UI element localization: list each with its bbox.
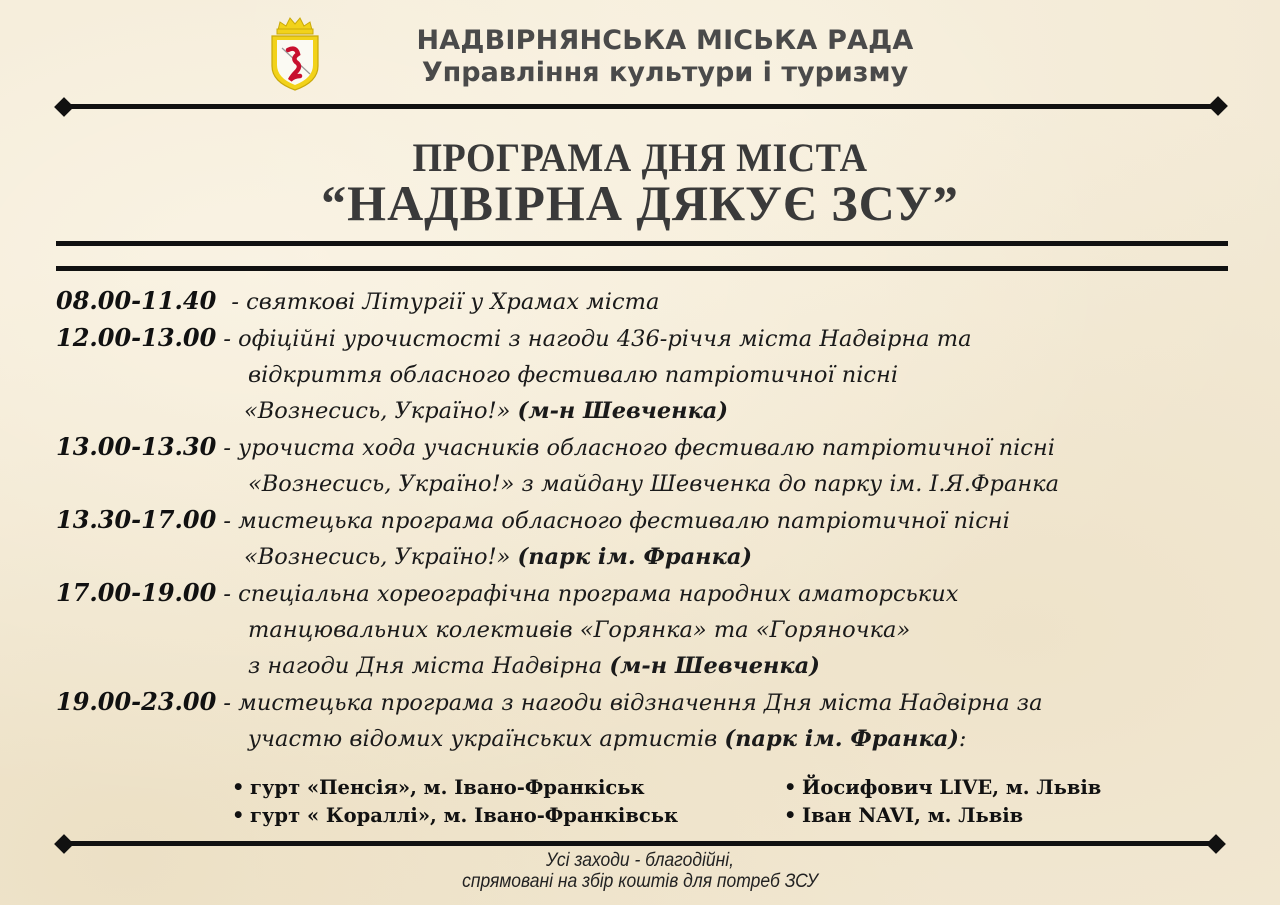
schedule-description: - офіційні урочистості з нагоди 436-річчя міста Надвірна та (223, 326, 972, 352)
artist-item (784, 774, 1101, 802)
divider-title-upper (56, 241, 1228, 246)
divider-title-lower (56, 266, 1228, 271)
schedule-item (56, 283, 1226, 320)
schedule-item (56, 429, 1226, 502)
schedule-description: - мистецька програма обласного фестивалю патріотичної пісні (223, 508, 1010, 534)
schedule-time: 13.00-13.30 (56, 432, 217, 461)
diamond-ornament (1208, 96, 1228, 116)
artists-left-column (232, 774, 678, 830)
divider-top (66, 104, 1218, 109)
schedule-item (56, 575, 1226, 684)
schedule-description: танцювальних колективів «Горянка» та «Горяночка» (248, 617, 911, 643)
artist-name: гурт « Кораллі», м. Івано-Франківськ (250, 804, 679, 827)
artist-name: Іван NAVI, м. Львів (802, 804, 1024, 827)
venue-label: (парк ім. Франка) (724, 726, 959, 752)
divider-bottom (66, 841, 1216, 846)
footer-line-1: Усі заходи - благодійні, (546, 850, 734, 871)
council-name: НАДВІРНЯНСЬКА МІСЬКА РАДА (416, 25, 914, 56)
schedule-time: 08.00-11.40 (56, 286, 217, 315)
department-name: Управління культури і туризму (421, 57, 909, 88)
footer-line-2: спрямовані на збір коштів для потреб ЗСУ (462, 871, 818, 892)
bullet-icon: • (784, 804, 797, 827)
schedule-description: «Вознесись, Україно!» (244, 398, 518, 424)
artists-right-column (784, 774, 1101, 830)
venue-label: (парк ім. Франка) (517, 544, 753, 570)
artist-name: Йосифович LIVE, м. Львів (802, 776, 1102, 799)
schedule-description: відкриття обласного фестивалю патріотичної пісні (248, 362, 899, 388)
schedule-description: «Вознесись, Україно!» (244, 544, 518, 570)
bullet-icon: • (784, 776, 797, 799)
bullet-icon: • (232, 776, 245, 799)
schedule-description: «Вознесись, Україно!» з майдану Шевченка до парку ім. І.Я.Франка (248, 471, 1060, 497)
schedule-time: 12.00-13.00 (56, 323, 217, 352)
schedule-description: - спеціальна хореографічна програма народних аматорських (223, 581, 959, 607)
artist-item (232, 802, 678, 830)
artist-item (784, 802, 1101, 830)
title-line-2: “НАДВІРНА ДЯКУЄ ЗСУ” (321, 175, 959, 231)
schedule-item (56, 502, 1226, 575)
schedule-item (56, 684, 1226, 757)
schedule-description: - урочиста хода учасників обласного фестивалю патріотичної пісні (223, 435, 1055, 461)
schedule-description: участю відомих українських артистів (248, 726, 725, 752)
title-line-1: ПРОГРАМА ДНЯ МІСТА (412, 135, 868, 180)
schedule-description: - мистецька програма з нагоди відзначення Дня міста Надвірна за (223, 690, 1043, 716)
bullet-icon: • (232, 804, 245, 827)
artist-item (232, 774, 678, 802)
punctuation: : (958, 726, 967, 752)
diamond-ornament (54, 97, 74, 117)
artist-name: гурт «Пенсія», м. Івано-Франкіськ (250, 776, 645, 799)
schedule-list (56, 283, 1226, 757)
schedule-description: - святкові Літургії у Храмах міста (224, 289, 660, 315)
city-coat-of-arms-icon (266, 16, 324, 92)
venue-label: (м-н Шевченка) (609, 653, 820, 679)
schedule-item (56, 320, 1226, 429)
schedule-description: з нагоди Дня міста Надвірна (248, 653, 610, 679)
schedule-time: 17.00-19.00 (56, 578, 217, 607)
schedule-time: 19.00-23.00 (56, 687, 217, 716)
schedule-time: 13.30-17.00 (56, 505, 217, 534)
venue-label: (м-н Шевченка) (517, 398, 729, 424)
